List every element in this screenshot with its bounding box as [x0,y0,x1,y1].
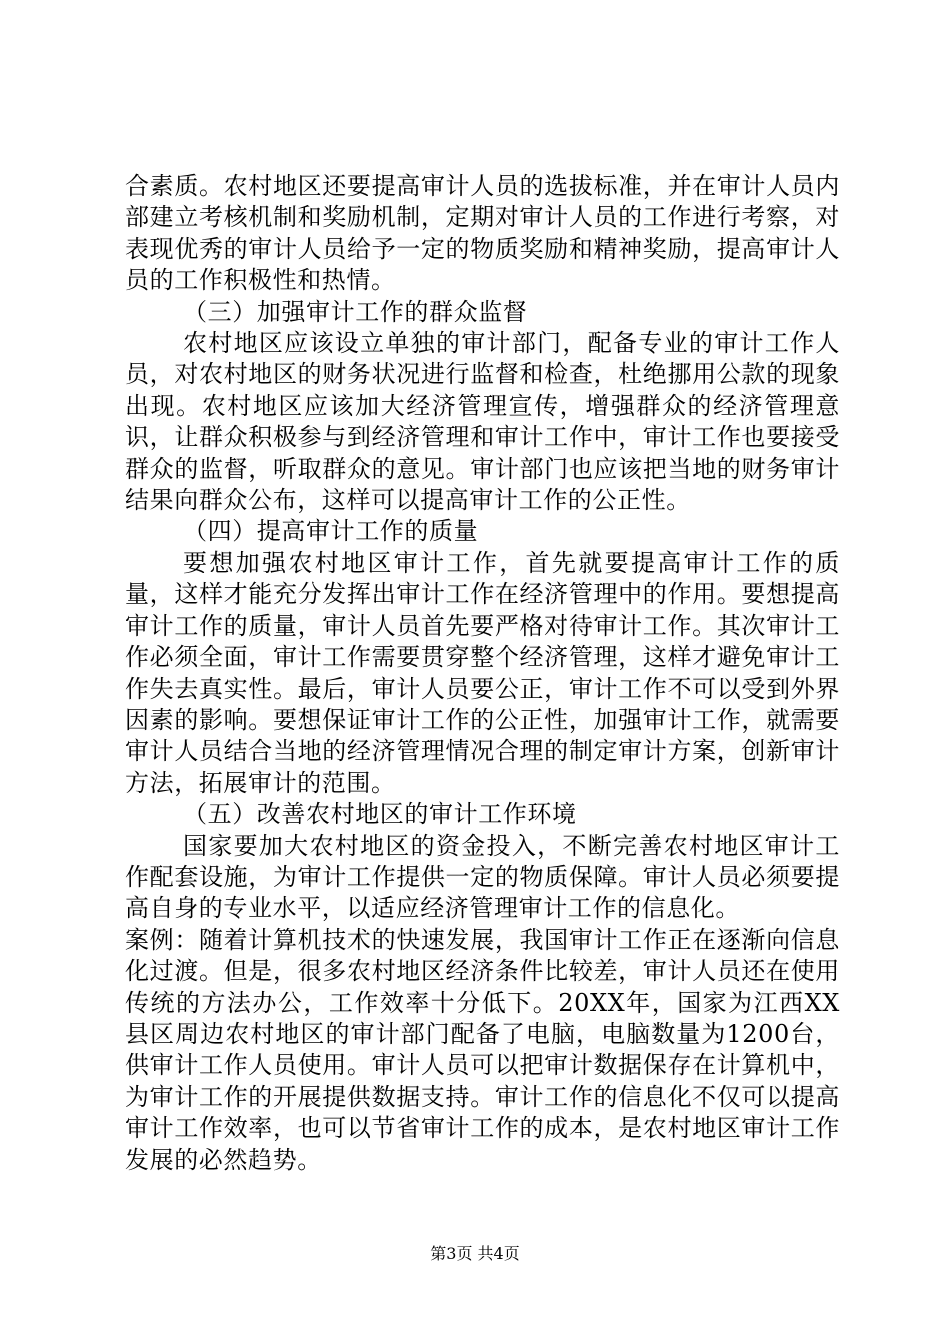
body-text [125,171,840,1176]
section-heading-4: （四）提高审计工作的质量 [183,517,479,546]
section-heading-5: （五）改善农村地区的审计工作环境 [183,800,577,829]
paragraph-3: 要想加强农村地区审计工作，首先就要提高审计工作的质量，这样才能充分发挥出审计工作在经济管理中的作用。要想提高审计工作的质量，审计人员首先要严格对待审计工作。其次审计工作必须全面，审计工作需要贯穿整个经济管理，这样才避免审计工作失去真实性。最后，审计人员要公正，审计工作不可以受到外界因素的影响。要想保证审计工作的公正性，加强审计工作，就需要审计人员结合当地的经济管理情况合理的制定审计方案，创新审计方法，拓展审计的范围。 [125,548,840,797]
paragraph-1: 合素质。农村地区还要提高审计人员的选拔标准，并在审计人员内部建立考核机制和奖励机制，定期对审计人员的工作进行考察，对表现优秀的审计人员给予一定的物质奖励和精神奖励，提高审计人员的工作积极性和热情。 [125,172,840,295]
section-heading-3: （三）加强审计工作的群众监督 [183,297,528,326]
paragraph-4: 国家要加大农村地区的资金投入，不断完善农村地区审计工作配套设施，为审计工作提供一定的物质保障。审计人员必须要提高自身的专业水平，以适应经济管理审计工作的信息化。 [125,831,840,923]
page-number-footer: 第3页 共4页 [430,1244,520,1263]
paragraph-2: 农村地区应该设立单独的审计部门，配备专业的审计工作人员，对农村地区的财务状况进行监督和检查，杜绝挪用公款的现象出现。农村地区应该加大经济管理宣传，增强群众的经济管理意识，让群众积极参与到经济管理和审计工作中，审计工作也要接受群众的监督，听取群众的意见。审计部门也应该把当地的财务审计结果向群众公布，这样可以提高审计工作的公正性。 [125,329,840,515]
paragraph-case-study: 案例：随着计算机技术的快速发展，我国审计工作正在逐渐向信息化过渡。但是，很多农村地区经济条件比较差，审计人员还在使用传统的方法办公，工作效率十分低下。20XX年，国家为江西XX县区周边农村地区的审计部门配备了电脑，电脑数量为1200台，供审计工作人员使用。审计人员可以把审计数据保存在计算机中，为审计工作的开展提供数据支持。审计工作的信息化不仅可以提高审计工作效率，也可以节省审计工作的成本，是农村地区审计工作发展的必然趋势。 [125,925,840,1174]
